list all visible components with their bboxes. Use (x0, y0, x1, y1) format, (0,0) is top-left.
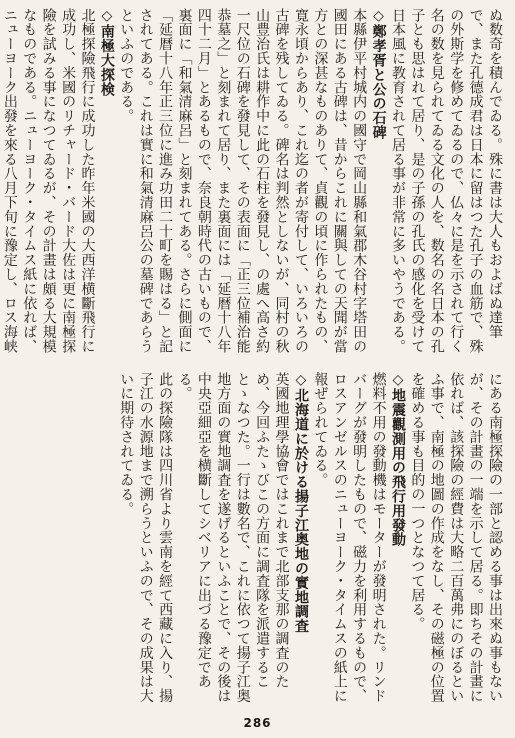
bottom-text-block (24, 372, 504, 712)
top-paragraph-1: ぬ数奇を積んでゐる。殊に書は大人もおよばぬ達筆で、また孔德成君は日本に留はつた孔子の血筋で、殊の外斯学を修めてゐるので、仏々に是を示されて行く名の数を見られてゐる文化の人を、数名の名日本の孔子とも思はれて居り、是の子孫の孔氏の感化を受けて日本風に教育されて居る事が非常に多いやうである。 (389, 8, 503, 354)
section-heading: ◇地震觀測用の飛行用發動 (389, 372, 406, 547)
bottom-paragraph-1: にある南極探險の一部と認める事は出來ぬ事もないが、その計畫の一端を示して居る。即ちその計畫に依れば、該探險の經費は大略二百萬弗にのぼるといふ事で、南極の地圖の作成をなし、その磁極の位置を確める事も目的の一つとなつて居る。 (409, 372, 503, 704)
top-paragraph-2: 本縣伊平村城内の國守で岡山縣和氣郡木谷村字塔田の國田にある古碑は、昔からこれに關與しての天聞が當方との深甚なものありて、貞觀の頃に作られたもの、寛永頃からあり、これ迄の者が寄付して、いろいろの古碑を残してゐる。碑名は判然としないが、同村の秋山豊治氏は耕作中に此の石柱を發見し、の處へ高さ約一尺位の石碑を發見して、その表面に「正三位補治能恭墓之」と刻まれて居り、また裏面には「延暦十八年四十二月」とあるもので、奈良朝時代の古いもので、裏面に「和氣清麻呂」と刻まれてある。さらに側面に「延暦十八年正三位に進み功田二十町を賜はる」と記されてある。これは實に和氣清麻呂公の墓碑であらうといふのである。 (118, 8, 368, 354)
page-number: 286 (243, 716, 272, 730)
bottom-paragraph-2: 燃料不用の發動機はモーターが發明された。リンドバーグが發明したもので、磁力を利用するもので、ロスアンゼルスのニューヨーク・タイムスの紙上に報ぜられてゐる。 (312, 372, 387, 704)
section-heading: ◇鄭孝胥と公の石碑 (370, 8, 387, 140)
section-heading: ◇南極大探検 (98, 8, 115, 97)
top-paragraph-3: 北極探險飛行に成功した昨年米國の大西洋横斷飛行に成功し、米國のリチャード・バード大佐は更に南極探險を試みる事になつてゐるが、その計畫は頗る大規模なものである。ニューヨーク・タイムス紙に依れば、ニューヨーク出發を來る八月下旬に豫定し、ロス海峡 (1, 8, 96, 354)
bottom-paragraph-3: 英國地理學協會ではこれまで北部支那の調査のため、今回ふたゝびこの方面に調査隊を派遣することゝなつた。一行は數名で、これに依つて揚子江奥地方面の實地調査を遂げるといふことで、その後は中央亞細亞を横斷してシベリアに出づる豫定である。 (176, 372, 290, 704)
top-text-block (1, 8, 504, 363)
bottom-paragraph-4: 此の探險隊は四川省より雲南を經て西藏に入り、揚子江の水源地まで溯らうといふので、その成果は大いに期待されてゐる。 (118, 372, 174, 704)
section-heading: ◇北海道に於ける揚子江奥地の實地調査 (292, 372, 309, 634)
